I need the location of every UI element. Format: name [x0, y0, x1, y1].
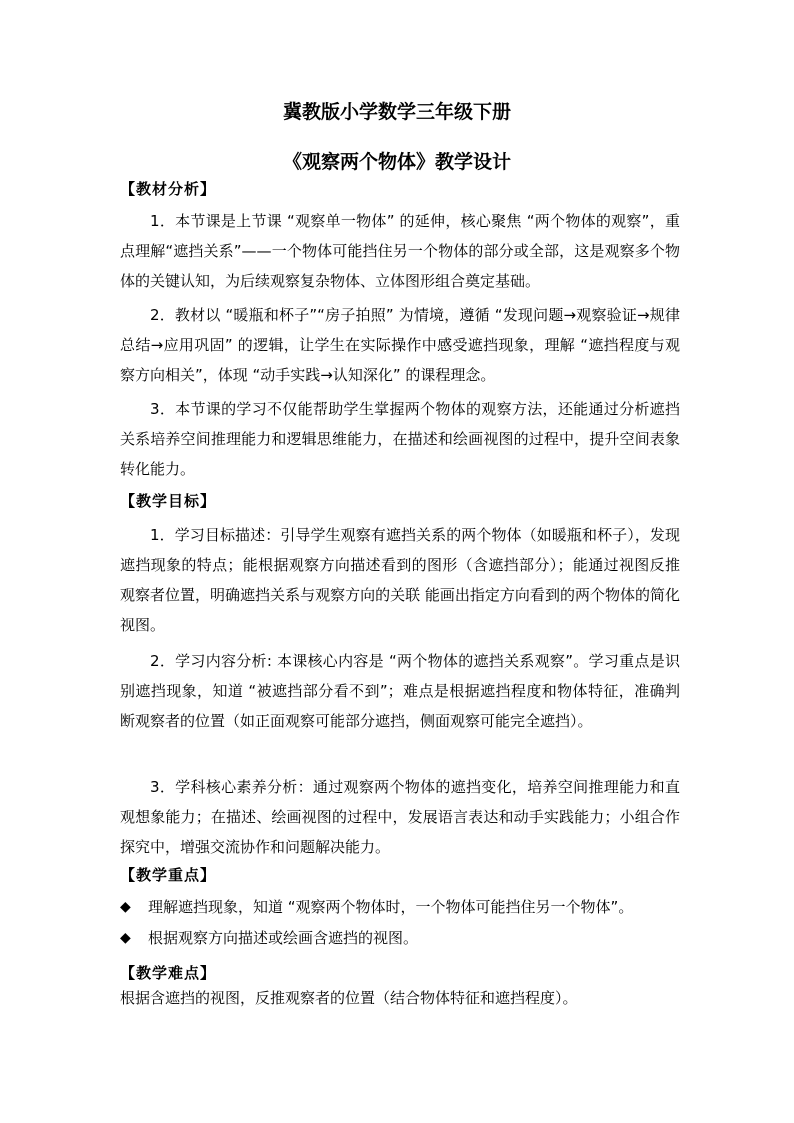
analysis-paragraph-1: 1．本节课是上节课 “观察单一物体” 的延伸，核心聚焦 “两个物体的观察”，重点理解“遮挡关系”——一个物体可能挡住另一个物体的部分或全部，这是观察多个物体的关键认知，为后续观察复杂物体、立体图形组合奠定基础。	[120, 212, 680, 290]
key-point-item	[120, 896, 685, 918]
key-point-item	[120, 927, 685, 949]
goals-paragraph-1: 1．学习目标描述：引导学生观察有遮挡关系的两个物体（如暖瓶和杯子），发现遮挡现象的特点；能根据观察方向描述看到的图形（含遮挡部分）；能通过视图反推观察者位置，明确遮挡关系与观察方向的关联 能画出指定方向看到的两个物体的简化视图。	[120, 526, 680, 634]
document-subtitle: 《观察两个物体》教学设计	[282, 151, 511, 173]
section-heading-analysis: 【教材分析】	[120, 180, 217, 198]
section-heading-goals: 【教学目标】	[120, 492, 217, 510]
section-heading-key-points: 【教学重点】	[120, 866, 217, 884]
key-point-text: 理解遮挡现象，知道 “观察两个物体时，一个物体可能挡住另一个物体”。	[148, 898, 634, 916]
key-point-text: 根据观察方向描述或绘画含遮挡的视图。	[148, 929, 419, 947]
document-title: 冀教版小学数学三年级下册	[282, 101, 511, 123]
analysis-paragraph-2: 2．教材以 “暖瓶和杯子”“房子拍照” 为情境，遵循 “发现问题→观察验证→规律总结→应用巩固” 的逻辑，让学生在实际操作中感受遮挡现象，理解 “遮挡程度与观察方向相关”，体现 “动手实践→认知深化” 的课程理念。	[120, 306, 680, 384]
analysis-paragraph-3: 3．本节课的学习不仅能帮助学生掌握两个物体的观察方法，还能通过分析遮挡关系培养空间推理能力和逻辑思维能力，在描述和绘画视图的过程中，提升空间表象转化能力。	[120, 400, 680, 478]
section-heading-difficulties: 【教学难点】	[120, 964, 217, 982]
goals-paragraph-3: 3．学科核心素养分析：通过观察两个物体的遮挡变化，培养空间推理能力和直观想象能力；在描述、绘画视图的过程中，发展语言表达和动手实践能力；小组合作探究中，增强交流协作和问题解决能力。	[120, 778, 680, 856]
difficulties-text: 根据含遮挡的视图，反推观察者的位置（结合物体特征和遮挡程度）。	[120, 989, 578, 1007]
diamond-bullet-icon: ◆	[120, 930, 131, 946]
goals-paragraph-2: 2．学习内容分析: 本课核心内容是 “两个物体的遮挡关系观察”。学习重点是识别遮挡现象，知道 “被遮挡部分看不到”；难点是根据遮挡程度和物体特征，准确判断观察者的位置（如正面观察可能部分遮挡，侧面观察可能完全遮挡）。	[120, 652, 680, 730]
diamond-bullet-icon: ◆	[120, 899, 131, 915]
